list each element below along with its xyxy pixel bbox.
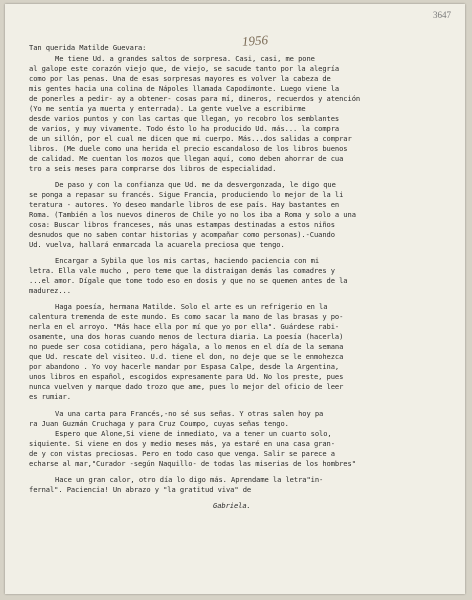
text-line: madurez...: [29, 286, 71, 295]
text-line: Encargar a Sybila que los mis cartas, haciendo paciencia con mi: [55, 256, 320, 265]
text-line: osamente, una dos horas cuando menos de lectura diaria. La poesía (hacerla): [29, 332, 344, 341]
text-line: de un sillón, por el cual me dicen que mi cuerpo. Más...dos salidas a comprar: [29, 134, 352, 143]
text-line: de y con vistas preciosas. Pero en todo caso que venga. Salir se parece a: [29, 449, 335, 458]
text-line: echarse al mar,"Curador -según Naquillo- de todas las miserias de los hombres": [29, 459, 356, 468]
text-line: por abandono . Yo voy hacerle mandar por Espasa Calpe, desde la Argentina,: [29, 362, 340, 371]
text-line: tro a seis meses para comprarse dos libros de especialidad.: [29, 164, 277, 173]
text-line: libros. (Me duele como una herida el precio escandaloso de los libros buenos: [29, 144, 348, 153]
text-line: letra. Ella vale mucho , pero teme que la distraigan demás las comadres y: [29, 266, 335, 275]
text-line: unos libros en español, escogidos expresamente para Ud. No los preste, pues: [29, 372, 344, 381]
text-line: nerla en el arroyo. "Más hace ella por mí que yo por ella". Guárdese rabi-: [29, 322, 340, 331]
text-line: (Yo me sentía ya muerta y enterrada). La gente vuelve a escribirme: [29, 104, 306, 113]
text-line: cosa: Buscar libros franceses, más unas estampas destinadas a estos niños: [29, 220, 335, 229]
text-line: Ud. vuelva, hallará enmarcada la acuarela preciosa que tengo.: [29, 240, 285, 249]
letter-page: [5, 4, 465, 594]
text-line: Espero que Alone,Si viene de inmediato, va a tener un cuarto solo,: [55, 429, 332, 438]
text-line: no puede ser cosa cotidiana, pero hágala, a lo menos en el día de la semana: [29, 342, 344, 351]
handwritten-year: 1956: [241, 32, 269, 49]
text-line: al galope este corazón viejo que, de viejo, se sacude tanto por la alegría: [29, 64, 340, 73]
text-line: de ponerles a pedir- ay a obtener- cosas para mí, dineros, recuerdos y atención: [29, 94, 361, 103]
archive-number: 3647: [433, 10, 451, 20]
text-line: de varios, y muy vivamente. Todo ésto lo ha producido Ud. más... la compra: [29, 124, 340, 133]
signature: Gabriela.: [213, 501, 251, 510]
text-line: como por las penas. Una de esas sorpresas mayores es volver la cabeza de: [29, 74, 331, 83]
text-line: Va una carta para Francés,-no sé sus señas. Y otras salen hoy pa: [55, 409, 324, 418]
text-line: Me tiene Ud. a grandes saltos de sorpresa. Casi, casi, me pone: [55, 54, 315, 63]
text-line: que Ud. rescate del visiteo. U.d. tiene el don, no deje que se le enmohezca: [29, 352, 344, 361]
text-line: ra Juan Guzmán Cruchaga y para Cruz Coumpo, cuyas señas tengo.: [29, 419, 289, 428]
text-line: Hace un gran calor, otro día lo digo más. Aprendame la letra"in-: [55, 475, 324, 484]
text-line: teratura - autores. Yo deseo mandarle libros de ese país. Hay bastantes en: [29, 200, 340, 209]
salutation: Tan querida Matilde Guevara:: [29, 43, 147, 52]
text-line: desde varios puntos y con las cartas que llegan, yo recobro los semblantes: [29, 114, 340, 123]
text-line: fernal". Paciencia! Un abrazo y "la gratitud viva" de: [29, 485, 252, 494]
text-line: Roma. (También a los nuevos dineros de Chile yo no los iba a Roma y solo a una: [29, 210, 356, 219]
text-line: mis gentes hacia una colina de Nápoles llamada Capodimonte. Luego viene la: [29, 84, 340, 93]
text-line: Haga poesía, hermana Matilde. Solo el arte es un refrigerio en la: [55, 302, 328, 311]
text-line: nunca vuelven y marque dado trozo que ame, pues lo mejor del oficio de leer: [29, 382, 344, 391]
text-line: calentura tremenda de este mundo. Es como sacar la mano de las brasas y po-: [29, 312, 344, 321]
text-line: desnudos que no saben contar historias y acompañar como personas).-Cuando: [29, 230, 335, 239]
letter-body: [5, 4, 465, 594]
text-line: de calidad. Me cuentan los mozos que llegan aquí, como deben ahorrar de cua: [29, 154, 344, 163]
text-line: De paso y con la confianza que Ud. me da desvergonzada, le digo que: [55, 180, 336, 189]
text-line: siquiente. Si viene en dos y medio meses más, ya estaré en una casa gran-: [29, 439, 335, 448]
text-line: es rumiar.: [29, 392, 71, 401]
text-line: ...el amor. Dígale que tome todo eso en dosis y que no se quemen antes de la: [29, 276, 348, 285]
text-line: se ponga a repasar su francés. Sigue Francia, produciendo lo mejor de la li: [29, 190, 344, 199]
